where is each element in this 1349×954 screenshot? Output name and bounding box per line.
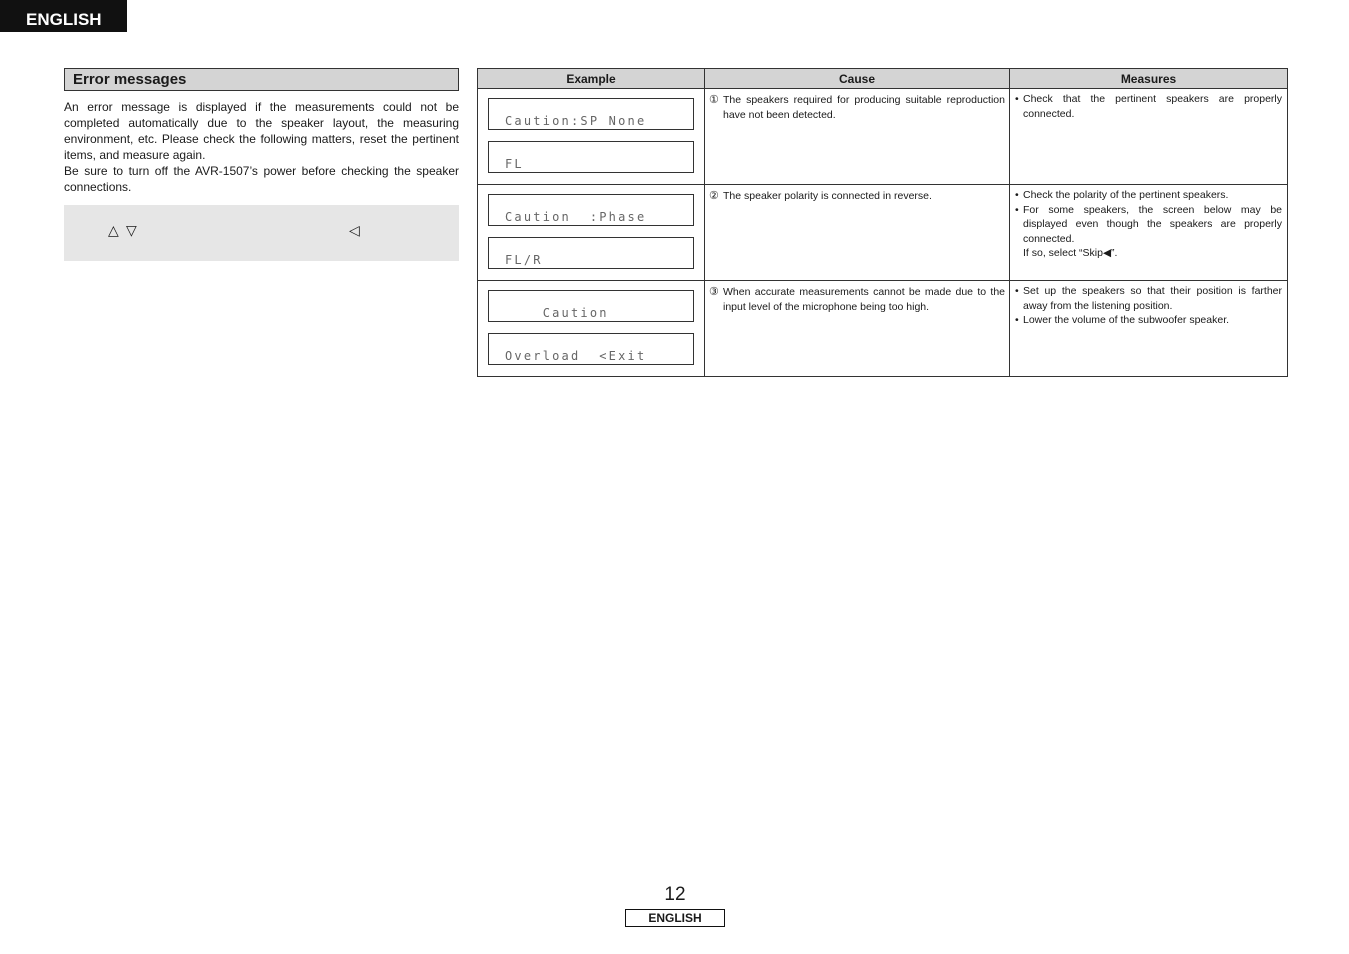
left-triangle-icon: ◁: [349, 222, 360, 238]
cause-number: ②: [709, 190, 719, 202]
bullet-icon: •: [1015, 203, 1019, 216]
table-row: [478, 89, 1288, 185]
lcd-display-line: Caution: [488, 290, 694, 322]
table-row: [478, 185, 1288, 281]
bullet-icon: •: [1015, 93, 1019, 105]
intro-paragraph: An error message is displayed if the measurements could not be completed automatically due to the speaker layout, the measuring environment, etc. Please check the following matters, reset the pertinent items, and measure again.: [64, 100, 459, 162]
measure-text: For some speakers, the screen below may be displayed even though the speakers are properly connected.: [1023, 203, 1282, 245]
cause-text: When accurate measurements cannot be made due to the input level of the microphone being too high.: [723, 286, 1005, 313]
measure-item: [1015, 188, 1282, 203]
page-number: 12: [664, 884, 686, 905]
measures-cell: [1010, 185, 1288, 281]
measure-item: [1015, 92, 1282, 121]
header-example: Example: [478, 69, 705, 89]
cause-text: The speakers required for producing suitable reproduction have not been detected.: [723, 94, 1005, 121]
measure-text: Lower the volume of the subwoofer speaker.: [1023, 314, 1230, 326]
error-messages-table: [477, 68, 1288, 377]
measure-text: Set up the speakers so that their position is farther away from the listening position.: [1023, 285, 1282, 312]
table-header-row: [478, 69, 1288, 89]
cause-cell: [705, 185, 1010, 281]
example-cell: [478, 185, 705, 281]
measure-item: [1015, 313, 1282, 328]
cause-text: The speaker polarity is connected in reverse.: [723, 190, 932, 202]
example-cell: [478, 281, 705, 377]
lcd-display-line: Overload <Exit: [488, 333, 694, 365]
lcd-display-line: FL: [488, 141, 694, 173]
header-cause: Cause: [705, 69, 1010, 89]
language-tab: ENGLISH: [0, 0, 127, 32]
measure-text: Check that the pertinent speakers are properly connected.: [1023, 93, 1282, 120]
bullet-icon: •: [1015, 314, 1019, 326]
lcd-display-line: FL/R: [488, 237, 694, 269]
section-title: Error messages: [64, 68, 459, 91]
bullet-icon: •: [1015, 285, 1019, 297]
lcd-display-line: Caution:SP None: [488, 98, 694, 130]
down-triangle-icon: ▽: [126, 222, 137, 238]
measure-item: [1015, 203, 1282, 247]
measures-cell: [1010, 281, 1288, 377]
power-note-paragraph: Be sure to turn off the AVR-1507’s power before checking the speaker connections.: [64, 164, 459, 194]
measure-subnote: If so, select “Skip◀”.: [1023, 247, 1118, 259]
bullet-icon: •: [1015, 189, 1019, 201]
measure-item: [1015, 284, 1282, 313]
note-box: [64, 205, 459, 261]
cause-cell: [705, 281, 1010, 377]
table-row: [478, 281, 1288, 377]
header-measures: Measures: [1010, 69, 1288, 89]
footer-language-label: ENGLISH: [625, 909, 725, 927]
example-cell: [478, 89, 705, 185]
measure-text: Check the polarity of the pertinent speakers.: [1023, 189, 1229, 201]
measures-cell: [1010, 89, 1288, 185]
cause-number: ③: [709, 286, 719, 298]
lcd-display-line: Caution :Phase: [488, 194, 694, 226]
intro-text: [64, 99, 459, 195]
cause-cell: [705, 89, 1010, 185]
error-messages-section: [64, 68, 459, 261]
cause-number: ①: [709, 94, 719, 106]
up-triangle-icon: △: [108, 222, 119, 238]
